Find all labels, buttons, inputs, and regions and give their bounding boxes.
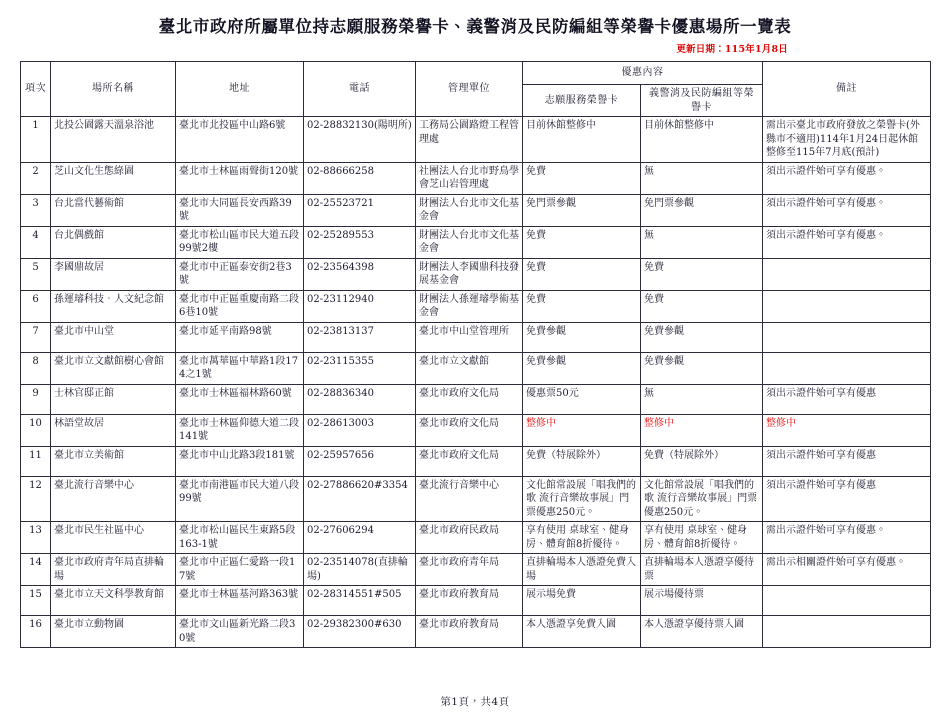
row-venue-name: 臺北市立文獻館樹心會館 [51, 352, 176, 384]
row-manager: 臺北市中山堂管理所 [416, 322, 523, 352]
row-index: 7 [21, 322, 51, 352]
row-benefit-civil: 免費 [641, 258, 763, 290]
table-row [21, 352, 931, 384]
row-benefit-civil: 免費參觀 [641, 322, 763, 352]
table-row [21, 290, 931, 322]
row-venue-name: 孫運璿科技‧人文紀念館 [51, 290, 176, 322]
row-address: 臺北市松山區民生東路5段163-1號 [176, 522, 304, 554]
row-manager: 臺北市立文獻館 [416, 352, 523, 384]
row-venue-name: 臺北市立動物園 [51, 616, 176, 648]
row-manager: 臺北市政府教育局 [416, 616, 523, 648]
row-note: 須出示證件始可享有優惠 [763, 384, 931, 414]
row-benefit-civil: 目前休館整修中 [641, 117, 763, 163]
column-header-benefit-volunteer: 志願服務榮譽卡 [523, 85, 641, 117]
row-index: 1 [21, 117, 51, 163]
table-row [21, 258, 931, 290]
table-row [21, 194, 931, 226]
row-benefit-volunteer: 免費 [523, 258, 641, 290]
row-phone: 02-27886620#3354 [304, 476, 416, 522]
row-benefit-volunteer: 享有使用 桌球室、健身房、體育館8折優待。 [523, 522, 641, 554]
row-address: 臺北市中正區重慶南路二段6巷10號 [176, 290, 304, 322]
row-address: 臺北市北投區中山路6號 [176, 117, 304, 163]
row-note [763, 586, 931, 616]
row-note [763, 258, 931, 290]
row-index: 14 [21, 554, 51, 586]
row-benefit-volunteer: 免費參觀 [523, 352, 641, 384]
row-benefit-civil: 本人憑證享優待票入園 [641, 616, 763, 648]
row-address: 臺北市大同區長安西路39號 [176, 194, 304, 226]
table-row [21, 522, 931, 554]
row-address: 臺北市中山北路3段181號 [176, 446, 304, 476]
row-note: 須出示證件始可享有優惠 [763, 446, 931, 476]
row-venue-name: 芝山文化生態綠園 [51, 162, 176, 194]
row-phone: 02-27606294 [304, 522, 416, 554]
table-row [21, 322, 931, 352]
venues-table [20, 61, 931, 648]
row-venue-name: 臺北流行音樂中心 [51, 476, 176, 522]
row-phone: 02-23514078(直排輪場) [304, 554, 416, 586]
row-note [763, 290, 931, 322]
row-phone: 02-25289553 [304, 226, 416, 258]
row-index: 6 [21, 290, 51, 322]
table-row [21, 616, 931, 648]
row-manager: 臺北市政府民政局 [416, 522, 523, 554]
row-manager: 財團法人李國鼎科技發展基金會 [416, 258, 523, 290]
row-address: 臺北市文山區新光路二段30號 [176, 616, 304, 648]
table-row [21, 384, 931, 414]
row-address: 臺北市萬華區中華路1段174之1號 [176, 352, 304, 384]
row-index: 4 [21, 226, 51, 258]
row-address: 臺北市中正區泰安街2巷3號 [176, 258, 304, 290]
row-venue-name: 台北偶戲館 [51, 226, 176, 258]
row-address: 臺北市中正區仁愛路一段17號 [176, 554, 304, 586]
row-benefit-civil: 無 [641, 226, 763, 258]
row-note: 須出示證件始可享有優惠。 [763, 194, 931, 226]
column-header-benefit-civil: 義警消及民防編組等榮譽卡 [641, 85, 763, 117]
row-venue-name: 臺北市民生社區中心 [51, 522, 176, 554]
row-benefit-civil: 免門票參觀 [641, 194, 763, 226]
row-manager: 臺北市政府文化局 [416, 414, 523, 446]
row-manager: 工務局公園路燈工程管理處 [416, 117, 523, 163]
row-venue-name: 李國鼎故居 [51, 258, 176, 290]
row-phone: 02-25957656 [304, 446, 416, 476]
column-header-note: 備註 [763, 62, 931, 117]
row-benefit-civil: 無 [641, 384, 763, 414]
row-note: 須出示證件始可享有優惠。 [763, 162, 931, 194]
row-benefit-volunteer: 文化館常設展「唱我們的歌 流行音樂故事展」門票優惠250元。 [523, 476, 641, 522]
row-benefit-civil: 直排輪場本人憑證享優待票 [641, 554, 763, 586]
row-index: 15 [21, 586, 51, 616]
page-footer: 第1頁，共4頁 [440, 696, 510, 708]
row-index: 10 [21, 414, 51, 446]
row-phone: 02-23112940 [304, 290, 416, 322]
row-phone: 02-28836340 [304, 384, 416, 414]
row-benefit-civil: 無 [641, 162, 763, 194]
row-benefit-civil: 免費（特展除外） [641, 446, 763, 476]
column-header-manager: 管理單位 [416, 62, 523, 117]
header-row-primary [21, 62, 931, 85]
row-index: 11 [21, 446, 51, 476]
row-manager: 社團法人台北市野鳥學會芝山岩管理處 [416, 162, 523, 194]
row-benefit-volunteer: 本人憑證享免費入園 [523, 616, 641, 648]
row-manager: 臺北市政府教育局 [416, 586, 523, 616]
table-row [21, 162, 931, 194]
row-venue-name: 臺北市中山堂 [51, 322, 176, 352]
row-manager: 財團法人孫運璿學術基金會 [416, 290, 523, 322]
row-note: 需出示臺北市政府發放之榮譽卡(外縣市不適用)114年1月24日起休館整修至115年7月底(預計) [763, 117, 931, 163]
row-address: 臺北市松山區市民大道五段99號2樓 [176, 226, 304, 258]
row-benefit-volunteer: 免費 [523, 162, 641, 194]
row-index: 8 [21, 352, 51, 384]
row-benefit-volunteer: 目前休館整修中 [523, 117, 641, 163]
row-venue-name: 臺北市立天文科學教育館 [51, 586, 176, 616]
row-benefit-volunteer: 展示場免費 [523, 586, 641, 616]
row-address: 臺北市延平南路98號 [176, 322, 304, 352]
column-header-venue: 場所名稱 [51, 62, 176, 117]
row-phone: 02-23564398 [304, 258, 416, 290]
row-note: 須出示證件始可享有優惠。 [763, 226, 931, 258]
row-benefit-volunteer: 優惠票50元 [523, 384, 641, 414]
row-address: 臺北市士林區福林路60號 [176, 384, 304, 414]
row-note: 須出示證件始可享有優惠 [763, 476, 931, 522]
row-venue-name: 林語堂故居 [51, 414, 176, 446]
row-venue-name: 台北當代藝術館 [51, 194, 176, 226]
table-row [21, 414, 931, 446]
row-phone: 02-29382300#630 [304, 616, 416, 648]
row-note: 整修中 [763, 414, 931, 446]
row-benefit-civil: 整修中 [641, 414, 763, 446]
row-index: 3 [21, 194, 51, 226]
row-benefit-volunteer: 整修中 [523, 414, 641, 446]
row-note [763, 352, 931, 384]
row-venue-name: 臺北市立美術館 [51, 446, 176, 476]
row-phone: 02-28314551#505 [304, 586, 416, 616]
row-index: 5 [21, 258, 51, 290]
row-benefit-civil: 享有使用 桌球室、健身房、體育館8折優待。 [641, 522, 763, 554]
row-manager: 臺北市政府文化局 [416, 446, 523, 476]
row-note: 需出示證件始可享有優惠。 [763, 522, 931, 554]
table-row [21, 226, 931, 258]
table-row [21, 446, 931, 476]
table-row [21, 586, 931, 616]
row-benefit-civil: 文化館常設展「唱我們的歌 流行音樂故事展」門票優惠250元。 [641, 476, 763, 522]
table-row [21, 117, 931, 163]
row-manager: 財團法人台北市文化基金會 [416, 226, 523, 258]
update-date-label: 更新日期：115年1月8日 [676, 44, 788, 55]
row-manager: 財團法人台北市文化基金會 [416, 194, 523, 226]
column-header-index: 項次 [21, 62, 51, 117]
row-index: 2 [21, 162, 51, 194]
document-page [0, 13, 950, 723]
row-address: 臺北市士林區雨聲街120號 [176, 162, 304, 194]
row-venue-name: 臺北市政府青年局直排輪場 [51, 554, 176, 586]
table-body [21, 117, 931, 648]
table-row [21, 554, 931, 586]
row-benefit-civil: 免費 [641, 290, 763, 322]
page-title: 臺北市政府所屬單位持志願服務榮譽卡、義警消及民防編組等榮譽卡優惠場所一覽表 [158, 17, 792, 36]
row-venue-name: 北投公園露天溫泉浴池 [51, 117, 176, 163]
column-header-address: 地址 [176, 62, 304, 117]
row-benefit-civil: 免費參觀 [641, 352, 763, 384]
row-manager: 臺北市政府文化局 [416, 384, 523, 414]
row-manager: 臺北市政府青年局 [416, 554, 523, 586]
row-benefit-volunteer: 直排輪場本人憑證免費入場 [523, 554, 641, 586]
row-index: 16 [21, 616, 51, 648]
table-row [21, 476, 931, 522]
row-note: 需出示相關證件始可享有優惠。 [763, 554, 931, 586]
row-phone: 02-23115355 [304, 352, 416, 384]
row-benefit-civil: 展示場優待票 [641, 586, 763, 616]
row-phone: 02-28832130(陽明所) [304, 117, 416, 163]
row-phone: 02-25523721 [304, 194, 416, 226]
table-header [21, 62, 931, 117]
column-header-phone: 電話 [304, 62, 416, 117]
row-note [763, 616, 931, 648]
row-phone: 02-28613003 [304, 414, 416, 446]
row-note [763, 322, 931, 352]
row-address: 臺北市士林區仰德大道二段141號 [176, 414, 304, 446]
row-benefit-volunteer: 免費參觀 [523, 322, 641, 352]
column-header-benefits-group: 優惠內容 [523, 62, 763, 85]
row-phone: 02-23813137 [304, 322, 416, 352]
row-index: 9 [21, 384, 51, 414]
row-benefit-volunteer: 免費（特展除外） [523, 446, 641, 476]
row-address: 臺北市南港區市民大道八段99號 [176, 476, 304, 522]
row-benefit-volunteer: 免門票參觀 [523, 194, 641, 226]
row-phone: 02-88666258 [304, 162, 416, 194]
row-address: 臺北市士林區基河路363號 [176, 586, 304, 616]
row-venue-name: 士林官邸正館 [51, 384, 176, 414]
row-index: 12 [21, 476, 51, 522]
row-benefit-volunteer: 免費 [523, 290, 641, 322]
row-manager: 臺北流行音樂中心 [416, 476, 523, 522]
row-index: 13 [21, 522, 51, 554]
row-benefit-volunteer: 免費 [523, 226, 641, 258]
